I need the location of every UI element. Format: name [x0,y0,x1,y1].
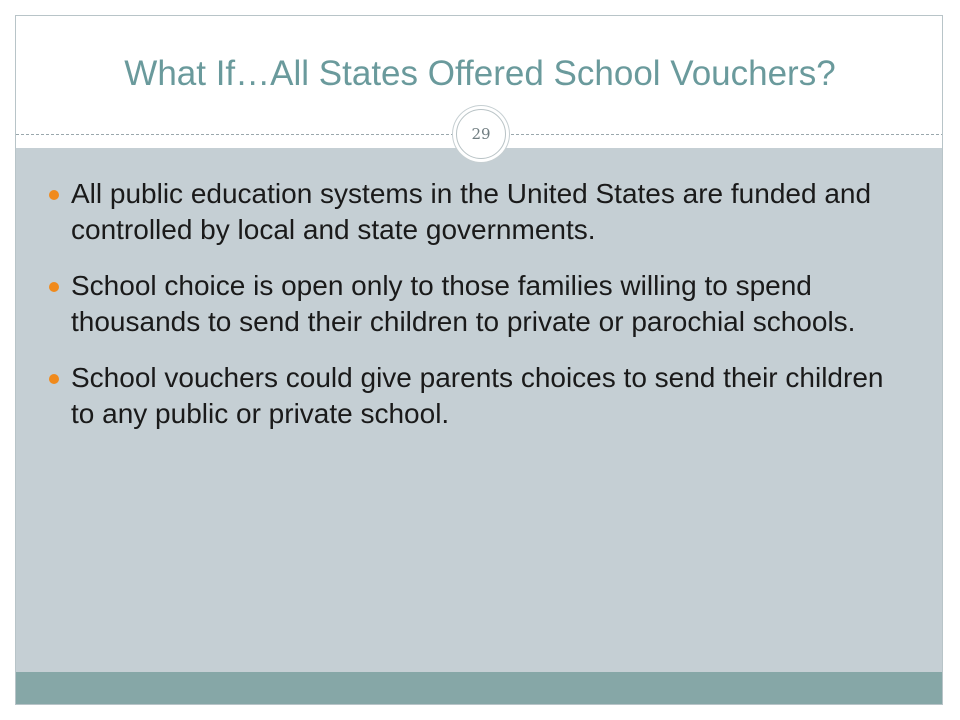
slide [15,15,943,705]
bullet-dot-icon [49,374,59,384]
bullet-text: All public education systems in the United States are funded and controlled by local and state governments. [71,178,872,245]
bullet-item [16,176,943,248]
bullet-list [16,176,943,452]
bullet-dot-icon [49,190,59,200]
slide-title: What If…All States Offered School Vouchers? [124,54,836,93]
bullet-item [16,360,943,432]
bullet-text: School choice is open only to those families willing to spend thousands to send their children to private or parochial schools. [71,270,856,337]
bullet-text: School vouchers could give parents choices to send their children to any public or private school. [71,362,884,429]
bullet-dot-icon [49,282,59,292]
page-number-badge: 29 [456,109,506,159]
footer-band [16,672,943,705]
bullet-item [16,268,943,340]
